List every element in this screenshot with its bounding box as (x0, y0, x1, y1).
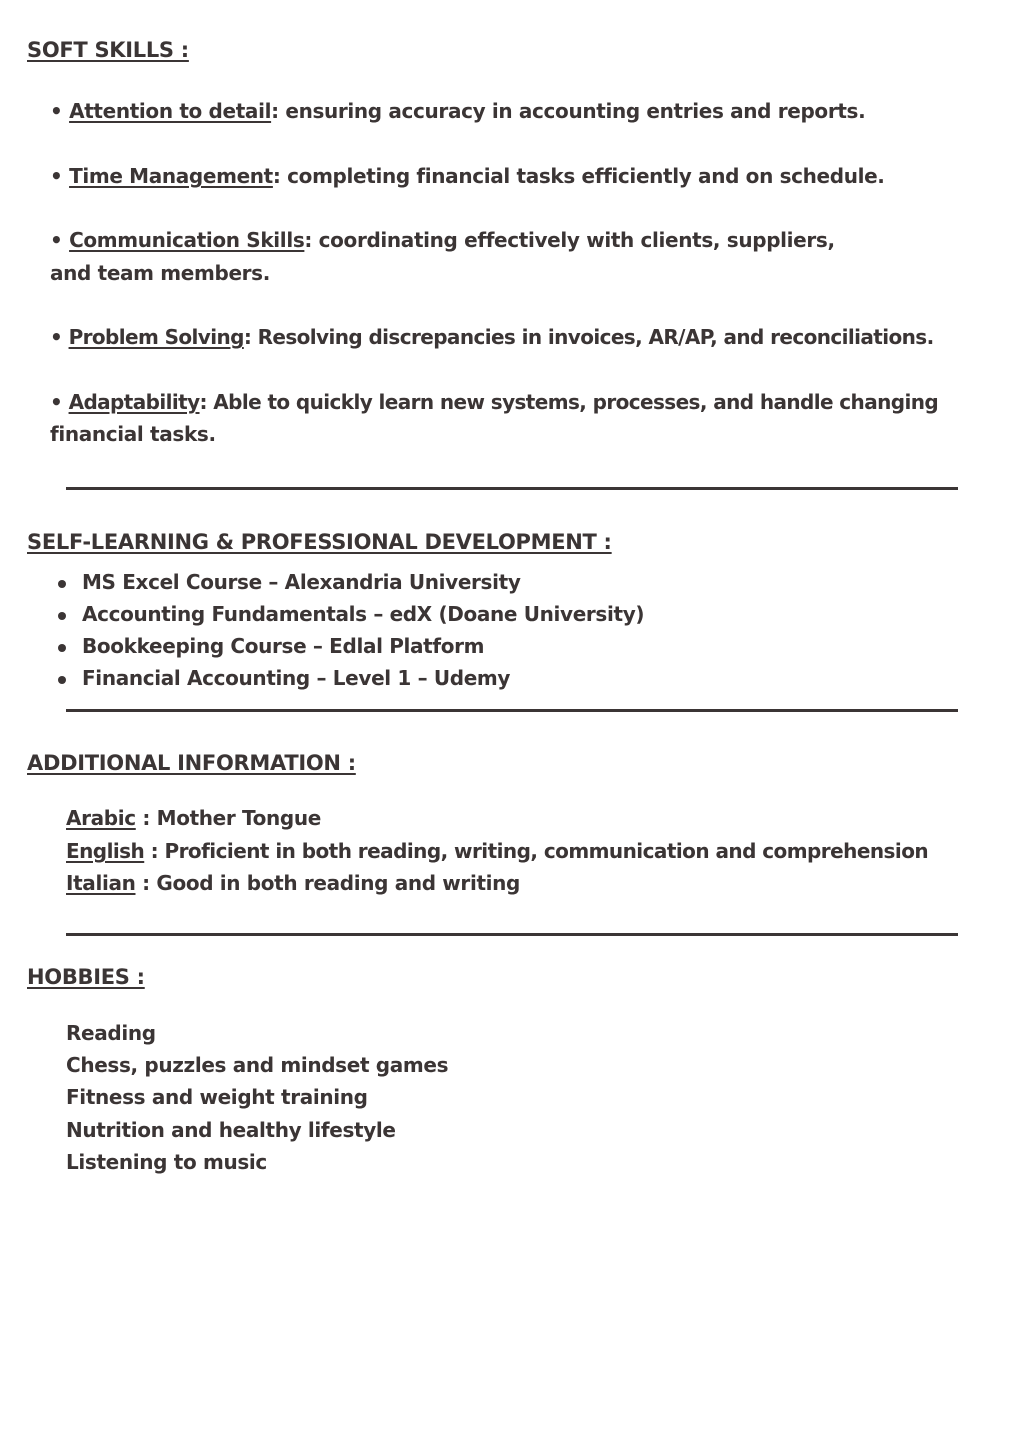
language-level: : Proficient in both reading, writing, communication and comprehension (144, 839, 929, 863)
language-level: : Good in both reading and writing (135, 871, 521, 895)
self-learning-heading: SELF-LEARNING & PROFESSIONAL DEVELOPMENT : (27, 530, 612, 554)
bullet: • (50, 164, 63, 188)
language-english (66, 839, 928, 863)
skill-term: Communication Skills (69, 228, 305, 252)
bullet: • (50, 325, 63, 349)
hobbies-heading: HOBBIES : (27, 965, 145, 989)
bullet: • (50, 390, 63, 414)
soft-skill-communication (50, 228, 835, 252)
skill-term: Adaptability (68, 390, 200, 414)
language-level: : Mother Tongue (135, 806, 322, 830)
bullet-dot (58, 644, 66, 652)
language-italian (66, 871, 520, 895)
hobby-item: Reading (66, 1021, 156, 1045)
skill-description: : coordinating effectively with clients, suppliers, (304, 228, 835, 252)
skill-term: Attention to detail (69, 99, 272, 123)
soft-skill-time (50, 164, 885, 188)
bullet-dot (58, 580, 66, 588)
hobby-item: Listening to music (66, 1150, 267, 1174)
soft-skills-heading: SOFT SKILLS : (27, 38, 189, 62)
course-item: Financial Accounting – Level 1 – Udemy (82, 666, 511, 690)
skill-description: : ensuring accuracy in accounting entries and reports. (271, 99, 866, 123)
language-name: English (66, 839, 145, 863)
bullet-dot (58, 612, 66, 620)
soft-skill-adaptability (50, 390, 938, 414)
hobby-item: Nutrition and healthy lifestyle (66, 1118, 396, 1142)
skill-description: : Able to quickly learn new systems, processes, and handle changing (199, 390, 939, 414)
course-item: Bookkeeping Course – Edlal Platform (82, 634, 485, 658)
soft-skill-attention (50, 99, 865, 123)
soft-skill-problem (50, 325, 934, 349)
bullet: • (50, 228, 63, 252)
skill-term: Problem Solving (68, 325, 244, 349)
skill-description: : completing financial tasks efficiently and on schedule. (272, 164, 885, 188)
section-divider (66, 709, 958, 712)
soft-skill-adaptability-cont: financial tasks. (50, 422, 216, 446)
language-name: Arabic (66, 806, 136, 830)
language-name: Italian (66, 871, 136, 895)
bullet: • (50, 99, 63, 123)
skill-term: Time Management (69, 164, 273, 188)
skill-description: : Resolving discrepancies in invoices, AR/AP, and reconciliations. (243, 325, 934, 349)
section-divider (66, 933, 958, 936)
soft-skill-communication-cont: and team members. (50, 261, 270, 285)
course-item: MS Excel Course – Alexandria University (82, 570, 521, 594)
course-item: Accounting Fundamentals – edX (Doane University) (82, 602, 645, 626)
section-divider (66, 487, 958, 490)
bullet-dot (58, 676, 66, 684)
hobby-item: Fitness and weight training (66, 1085, 368, 1109)
language-arabic (66, 806, 321, 830)
hobby-item: Chess, puzzles and mindset games (66, 1053, 449, 1077)
additional-info-heading: ADDITIONAL INFORMATION : (27, 751, 356, 775)
